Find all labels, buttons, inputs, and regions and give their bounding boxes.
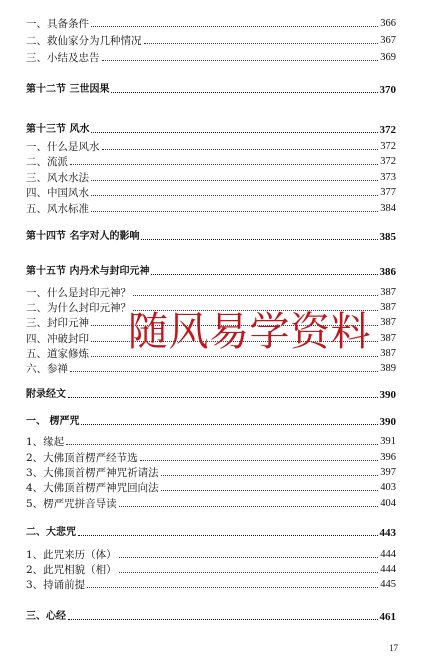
dot-leader	[91, 195, 378, 196]
dot-leader	[91, 132, 377, 133]
toc-section-heading[interactable]	[26, 84, 396, 96]
toc-entry-title: 二、为什么封印元神？	[26, 302, 131, 314]
dot-leader	[111, 92, 377, 93]
dot-leader	[141, 239, 377, 240]
toc-entry-title: 一、什么是风水	[26, 141, 100, 153]
toc-entry-page: 397	[380, 467, 396, 478]
toc-entry-page: 385	[379, 231, 396, 243]
toc-entry-title: 1、缘起	[26, 436, 65, 448]
toc-section-heading[interactable]	[26, 389, 396, 401]
page-number: 17	[389, 643, 398, 653]
dot-leader	[91, 211, 378, 212]
toc-entry-title: 第十四节 名字对人的影响	[26, 231, 140, 242]
toc-entry-title: 2、大佛顶首楞严经节选	[26, 452, 138, 464]
dot-leader	[151, 274, 377, 275]
toc-entry-title: 五、道家修炼	[26, 348, 89, 360]
toc-entry-page: 387	[380, 333, 396, 344]
toc-entry-title: 第十五节 内丹术与封印元神	[26, 266, 150, 277]
toc-entry-page: 444	[380, 564, 396, 575]
toc-entry-page: 372	[380, 156, 396, 167]
toc-entry-title: 三、风水水法	[26, 172, 89, 184]
dot-leader	[119, 572, 379, 573]
toc-entry[interactable]	[26, 287, 396, 299]
dot-leader	[144, 43, 379, 44]
toc-entry-title: 一、什么是封印元神？	[26, 287, 131, 299]
toc-entry-page: 387	[380, 317, 396, 328]
toc-entry-page: 404	[380, 498, 396, 509]
toc-entry-page: 396	[380, 452, 396, 463]
toc-entry[interactable]	[26, 579, 396, 591]
toc-entry-page: 387	[380, 348, 396, 359]
watermark-text: 随风易学资料	[128, 309, 371, 355]
toc-entry-page: 367	[380, 35, 396, 46]
toc-entry-page: 387	[380, 302, 396, 313]
toc-entry-title: 4、大佛顶首楞严神咒回向法	[26, 482, 159, 494]
dot-leader	[102, 149, 379, 150]
dot-leader	[87, 587, 378, 588]
toc-entry-page: 387	[380, 287, 396, 298]
toc-entry-title: 5、楞严咒拼音导读	[26, 498, 117, 510]
dot-leader	[119, 506, 379, 507]
toc-entry-title: 一、具备条件	[26, 18, 89, 30]
dot-leader	[68, 619, 378, 620]
toc-entry-page: 391	[380, 436, 396, 447]
toc-entry-title: 3、大佛顶首楞严神咒祈请法	[26, 467, 159, 479]
toc-entry-title: 一、 楞严咒	[26, 416, 80, 427]
toc-entry-page: 390	[379, 416, 396, 428]
dot-leader	[78, 535, 378, 536]
toc-entry-page: 370	[379, 84, 396, 96]
toc-entry-page: 443	[379, 527, 396, 539]
toc-entry[interactable]	[26, 564, 396, 576]
toc-entry[interactable]	[26, 141, 396, 153]
toc-entry-title: 二、大悲咒	[26, 527, 76, 538]
toc-entry[interactable]	[26, 363, 396, 375]
dot-leader	[119, 557, 379, 558]
toc-entry[interactable]	[26, 467, 396, 479]
toc-entry-page: 366	[380, 18, 396, 29]
toc-section-heading[interactable]	[26, 527, 396, 539]
toc-entry-page: 372	[380, 141, 396, 152]
dot-leader	[161, 475, 379, 476]
dot-leader	[66, 444, 378, 445]
toc-entry[interactable]	[26, 172, 396, 184]
toc-entry-title: 附录经文	[26, 389, 66, 400]
dot-leader	[133, 295, 378, 296]
toc-entry-page: 389	[380, 363, 396, 374]
toc-entry[interactable]	[26, 498, 396, 510]
toc-entry-title: 三、封印元神	[26, 317, 89, 329]
toc-section-heading[interactable]	[26, 416, 396, 428]
toc-entry-title: 六、参禅	[26, 363, 68, 375]
dot-leader	[91, 356, 378, 357]
toc-entry-page: 444	[380, 549, 396, 560]
dot-leader	[70, 371, 378, 372]
toc-entry-title: 五、风水标准	[26, 203, 89, 215]
toc-section-heading[interactable]	[26, 266, 396, 278]
dot-leader	[81, 424, 377, 425]
toc-entry[interactable]	[26, 156, 396, 168]
toc-entry-title: 二、流派	[26, 156, 68, 168]
toc-entry-title: 二、救仙家分为几种情况	[26, 35, 142, 47]
toc-entry-title: 2、此咒相貌（相）	[26, 564, 117, 576]
toc-entry[interactable]	[26, 452, 396, 464]
dot-leader	[91, 180, 378, 181]
dot-leader	[68, 397, 378, 398]
toc-entry-page: 369	[380, 52, 396, 63]
toc-entry[interactable]	[26, 436, 396, 448]
toc-entry[interactable]	[26, 52, 396, 64]
toc-entry-title: 四、冲破封印	[26, 333, 89, 345]
toc-entry-page: 403	[380, 482, 396, 493]
toc-entry-page: 377	[380, 187, 396, 198]
toc-entry-title: 三、小结及忠告	[26, 52, 100, 64]
dot-leader	[140, 460, 379, 461]
toc-entry-page: 384	[380, 203, 396, 214]
toc-entry[interactable]	[26, 482, 396, 494]
dot-leader	[102, 60, 379, 61]
toc-entry-page: 372	[379, 124, 396, 136]
toc-entry[interactable]	[26, 187, 396, 199]
toc-entry[interactable]	[26, 18, 396, 30]
toc-entry-page: 373	[380, 172, 396, 183]
toc-entry-title: 3、持诵前提	[26, 579, 86, 591]
toc-entry-title: 四、中国风水	[26, 187, 89, 199]
toc-entry-title: 第十三节 风水	[26, 124, 90, 135]
dot-leader	[91, 26, 378, 27]
toc-entry[interactable]	[26, 549, 396, 561]
toc-entry-page: 461	[379, 611, 396, 623]
toc-section-heading[interactable]	[26, 231, 396, 243]
toc-section-heading[interactable]	[26, 611, 396, 623]
toc-entry[interactable]	[26, 35, 396, 47]
toc-entry-page: 390	[379, 389, 396, 401]
dot-leader	[161, 490, 379, 491]
toc-entry[interactable]	[26, 203, 396, 215]
toc-entry-page: 445	[380, 579, 396, 590]
dot-leader	[70, 164, 378, 165]
toc-entry-title: 第十二节 三世因果	[26, 84, 110, 95]
toc-entry-title: 1、此咒来历（体）	[26, 549, 117, 561]
toc-entry-page: 386	[379, 266, 396, 278]
toc-section-heading[interactable]	[26, 124, 396, 136]
toc-entry-title: 三、心经	[26, 611, 66, 622]
